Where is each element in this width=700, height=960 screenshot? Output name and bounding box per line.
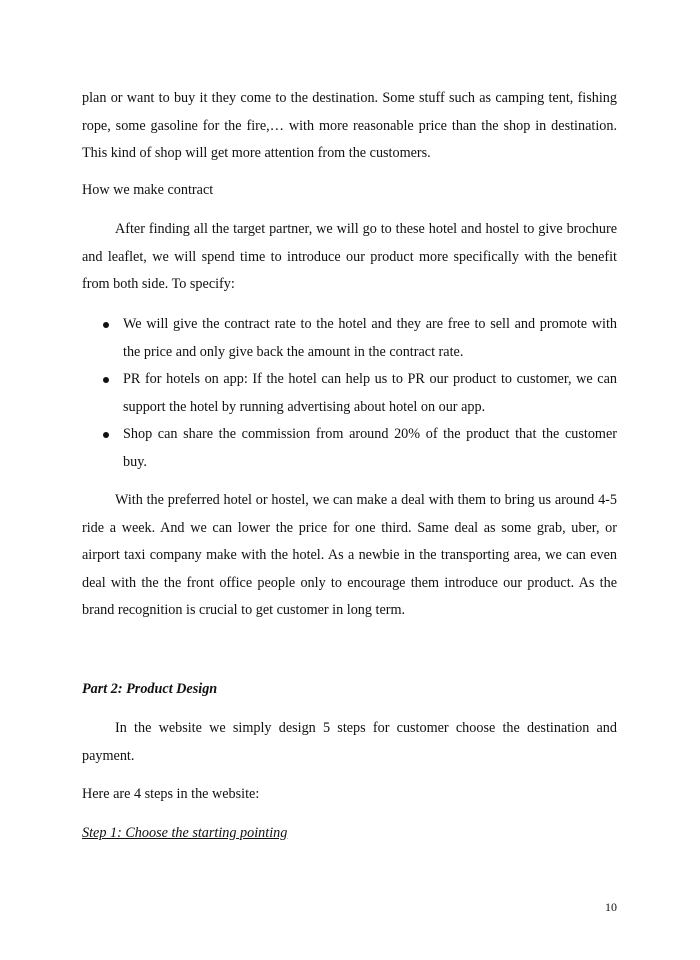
bullet-icon bbox=[103, 432, 109, 438]
bullet-icon bbox=[103, 377, 109, 383]
steps-intro: Here are 4 steps in the website: bbox=[82, 786, 260, 802]
preferred-paragraph: With the preferred hotel or hostel, we can make a deal with them to bring us around 4-5 ride a week. And we can lower the price for one third. Same deal as some grab, uber, or airport taxi company make with the hotel. As a newbie in the transporting area, we can even deal with the the front office people only to encourage them introduce our product. As the brand recognition is crucial to get customer in long term. bbox=[82, 492, 617, 618]
contract-heading: How we make contract bbox=[82, 182, 214, 198]
bullet-item bbox=[82, 366, 617, 421]
contract-bullet-list bbox=[82, 311, 617, 476]
bullet-item bbox=[82, 421, 617, 476]
part2-paragraph: In the website we simply design 5 steps for customer choose the destination and payment. bbox=[82, 720, 617, 764]
bullet-icon bbox=[103, 322, 109, 328]
intro-paragraph: plan or want to buy it they come to the destination. Some stuff such as camping tent, fishing rope, some gasoline for the fire,… with more reasonable price than the shop in destination. This kind of shop will get more attention from the customers. bbox=[82, 90, 617, 161]
bullet-item bbox=[82, 311, 617, 366]
contract-paragraph: After finding all the target partner, we will go to these hotel and hostel to give brochure and leaflet, we will spend time to introduce our product more specifically with the benefit from both side. To specify: bbox=[82, 221, 617, 292]
page-number: 10 bbox=[605, 900, 617, 914]
bullet-text: We will give the contract rate to the hotel and they are free to sell and promote with the price and only give back the amount in the contract rate. bbox=[123, 316, 617, 360]
bullet-text: PR for hotels on app: If the hotel can help us to PR our product to customer, we can support the hotel by running advertising about hotel on our app. bbox=[123, 371, 617, 415]
step1-heading: Step 1: Choose the starting pointing bbox=[82, 825, 288, 841]
bullet-text: Shop can share the commission from around 20% of the product that the customer buy. bbox=[123, 426, 617, 470]
part2-heading: Part 2: Product Design bbox=[82, 681, 218, 697]
